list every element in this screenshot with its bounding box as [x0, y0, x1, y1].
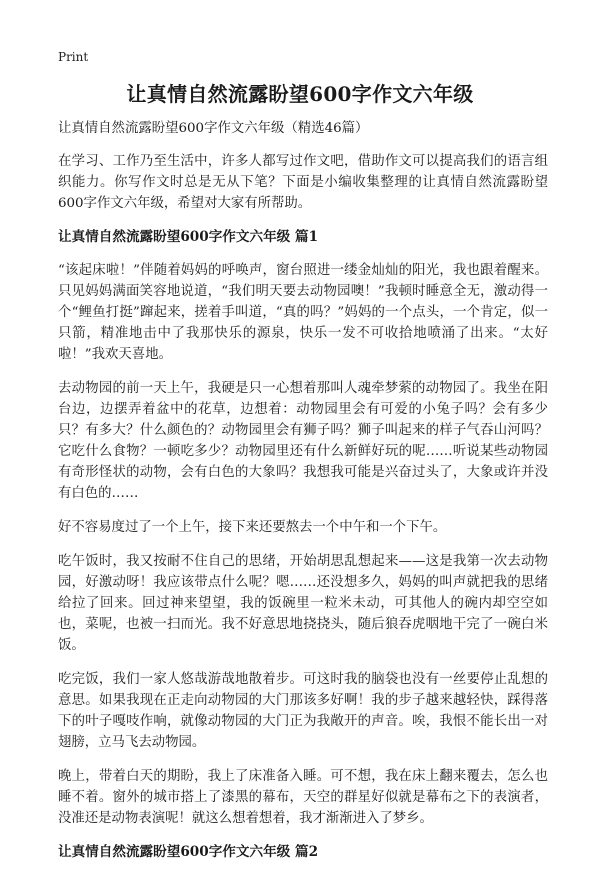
- article-subtitle: 让真情自然流露盼望600字作文六年级（精选46篇）: [58, 121, 369, 136]
- section-heading-2: 让真情自然流露盼望600字作文六年级 篇2: [58, 844, 319, 860]
- paragraph-2: 去动物园的前一天上午，我硬是只一心想着那叫人魂牵梦萦的动物园了。我坐在阳台边，边摆弄着盆中的花草，边想着：动物园里会有可爱的小兔子吗？会有多少只？有多大？什么颜色的？动物园里会有狮子吗？狮子叫起来的样子气吞山河吗？它吃什么食物？一顿吃多少？动物园里还有什么新鲜好玩的呢……听说某些动物园有奇形怪状的动物，会有白色的大象吗？我想我可能是兴奋过头了，大象或许并没有白色的……: [58, 381, 548, 501]
- paragraph-4: 吃午饭时，我又按耐不住自己的思绪，开始胡思乱想起来——这是我第一次去动物园，好激动呀！我应该带点什么呢？嗯……还没想多久，妈妈的叫声就把我的思绪给拉了回来。回过神来望望，我的饭碗里一粒米未动，可其他人的碗内却空空如也，菜呢，也被一扫而光。我不好意思地挠挠头，随后狼吞虎咽地干完了一碗白米饭。: [58, 554, 548, 653]
- intro-paragraph: 在学习、工作乃至生活中，许多人都写过作文吧，借助作文可以提高我们的语言组织能力。你写作文时总是无从下笔？下面是小编收集整理的让真情自然流露盼望600字作文六年级，希望对大家有所帮助。: [58, 154, 548, 211]
- page-title: 让真情自然流露盼望600字作文六年级: [126, 82, 474, 106]
- section-heading-1: 让真情自然流露盼望600字作文六年级 篇1: [58, 229, 319, 245]
- paragraph-5: 吃完饭，我们一家人悠哉游哉地散着步。可这时我的脑袋也没有一丝要停止乱想的意思。如果我现在正走向动物园的大门那该多好啊！我的步子越来越轻快，踩得落下的叶子嘎吱作响，就像动物园的大门正为我敞开的声音。唉，我恨不能长出一对翅膀，立马飞去动物园。: [58, 672, 548, 750]
- paragraph-3: 好不容易度过了一个上午，接下来还要熬去一个中午和一个下午。: [58, 520, 447, 535]
- paragraph-6: 晚上，带着白天的期盼，我上了床准备入睡。可不想，我在床上翻来覆去，怎么也睡不着。窗外的城市搭上了漆黑的幕布，天空的群星好似就是幕布之下的表演者，没准还是动物表演呢！就这么想着想着，我才渐渐进入了梦乡。: [58, 769, 548, 826]
- print-link[interactable]: Print: [58, 50, 89, 64]
- article-body: [58, 118, 548, 875]
- paragraph-1: “该起床啦！”伴随着妈妈的呼唤声，窗台照进一缕金灿灿的阳光，我也跟着醒来。只见妈妈满面笑容地说道，“我们明天要去动物园噢！”我顿时睡意全无，激动得一个“鲤鱼打挺”蹿起来，搓着手叫道，“真的吗？”妈妈的一个点头，一个肯定，似一只箭，精准地击中了我那快乐的源泉，快乐一发不可收拾地喷涌了出来。“太好啦！”我欢天喜地。: [58, 263, 548, 362]
